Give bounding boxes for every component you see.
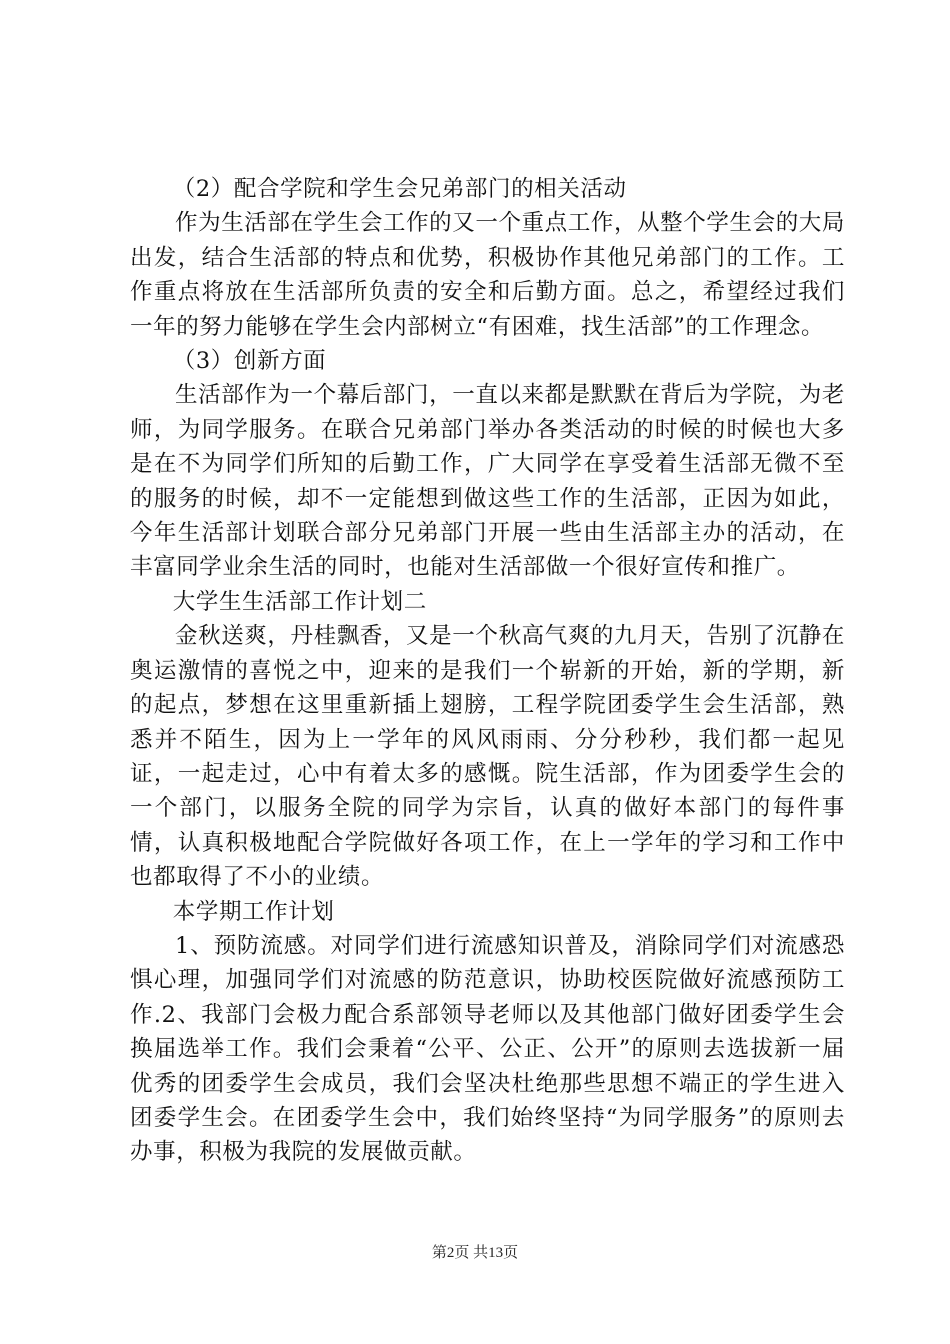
paragraph-cooperation: 作为生活部在学生会工作的又一个重点工作，从整个学生会的大局出发，结合生活部的特点和优势，积极协作其他兄弟部门的工作。工作重点将放在生活部所负责的安全和后勤方面。总之，希望经过我们一年的努力能够在学生会内部树立“有困难，找生活部”的工作理念。 xyxy=(130,210,845,340)
section-heading-semester-plan: 本学期工作计划 xyxy=(172,898,335,925)
paragraph-semester-plan: 1、预防流感。对同学们进行流感知识普及，消除同学们对流感恐惧心理，加强同学们对流感的防范意识，协助校医院做好流感预防工作.2、我部门会极力配合系部领导老师以及其他部门做好团委学生会换届选举工作。我们会秉着“公平、公正、公开”的原则去选拔新一届优秀的团委学生会成员，我们会坚决杜绝那些思想不端正的学生进入团委学生会。在团委学生会中，我们始终坚持“为同学服务”的原则去办事，积极为我院的发展做贡献。 xyxy=(130,932,845,1166)
section-heading-plan-two: 大学生生活部工作计划二 xyxy=(172,588,427,615)
paragraph-plan-two-intro: 金秋送爽，丹桂飘香，又是一个秋高气爽的九月天，告别了沉静在奥运激情的喜悦之中，迎来的是我们一个崭新的开始，新的学期，新的起点，梦想在这里重新插上翅膀，工程学院团委学生会生活部，熟悉并不陌生，因为上一学年的风风雨雨、分分秒秒，我们都一起见证，一起走过，心中有着太多的感慨。院生活部，作为团委学生会的一个部门，以服务全院的同学为宗旨，认真的做好本部门的每件事情，认真积极地配合学院做好各项工作，在上一学年的学习和工作中也都取得了不小的业绩。 xyxy=(130,623,845,891)
document-body xyxy=(130,172,845,1170)
section-heading-cooperation: （2）配合学院和学生会兄弟部门的相关活动 xyxy=(172,176,627,202)
paragraph-innovation: 生活部作为一个幕后部门，一直以来都是默默在背后为学院，为老师，为同学服务。在联合兄弟部门举办各类活动的时候的时候也大多是在不为同学们所知的后勤工作，广大同学在享受着生活部无微不至的服务的时候，却不一定能想到做这些工作的生活部，正因为如此，今年生活部计划联合部分兄弟部门开展一些由生活部主办的活动，在丰富同学业余生活的同时，也能对生活部做一个很好宣传和推广。 xyxy=(130,382,845,581)
section-heading-innovation: （3）创新方面 xyxy=(172,348,327,375)
page-number-footer: 第2页 共13页 xyxy=(431,1245,519,1261)
